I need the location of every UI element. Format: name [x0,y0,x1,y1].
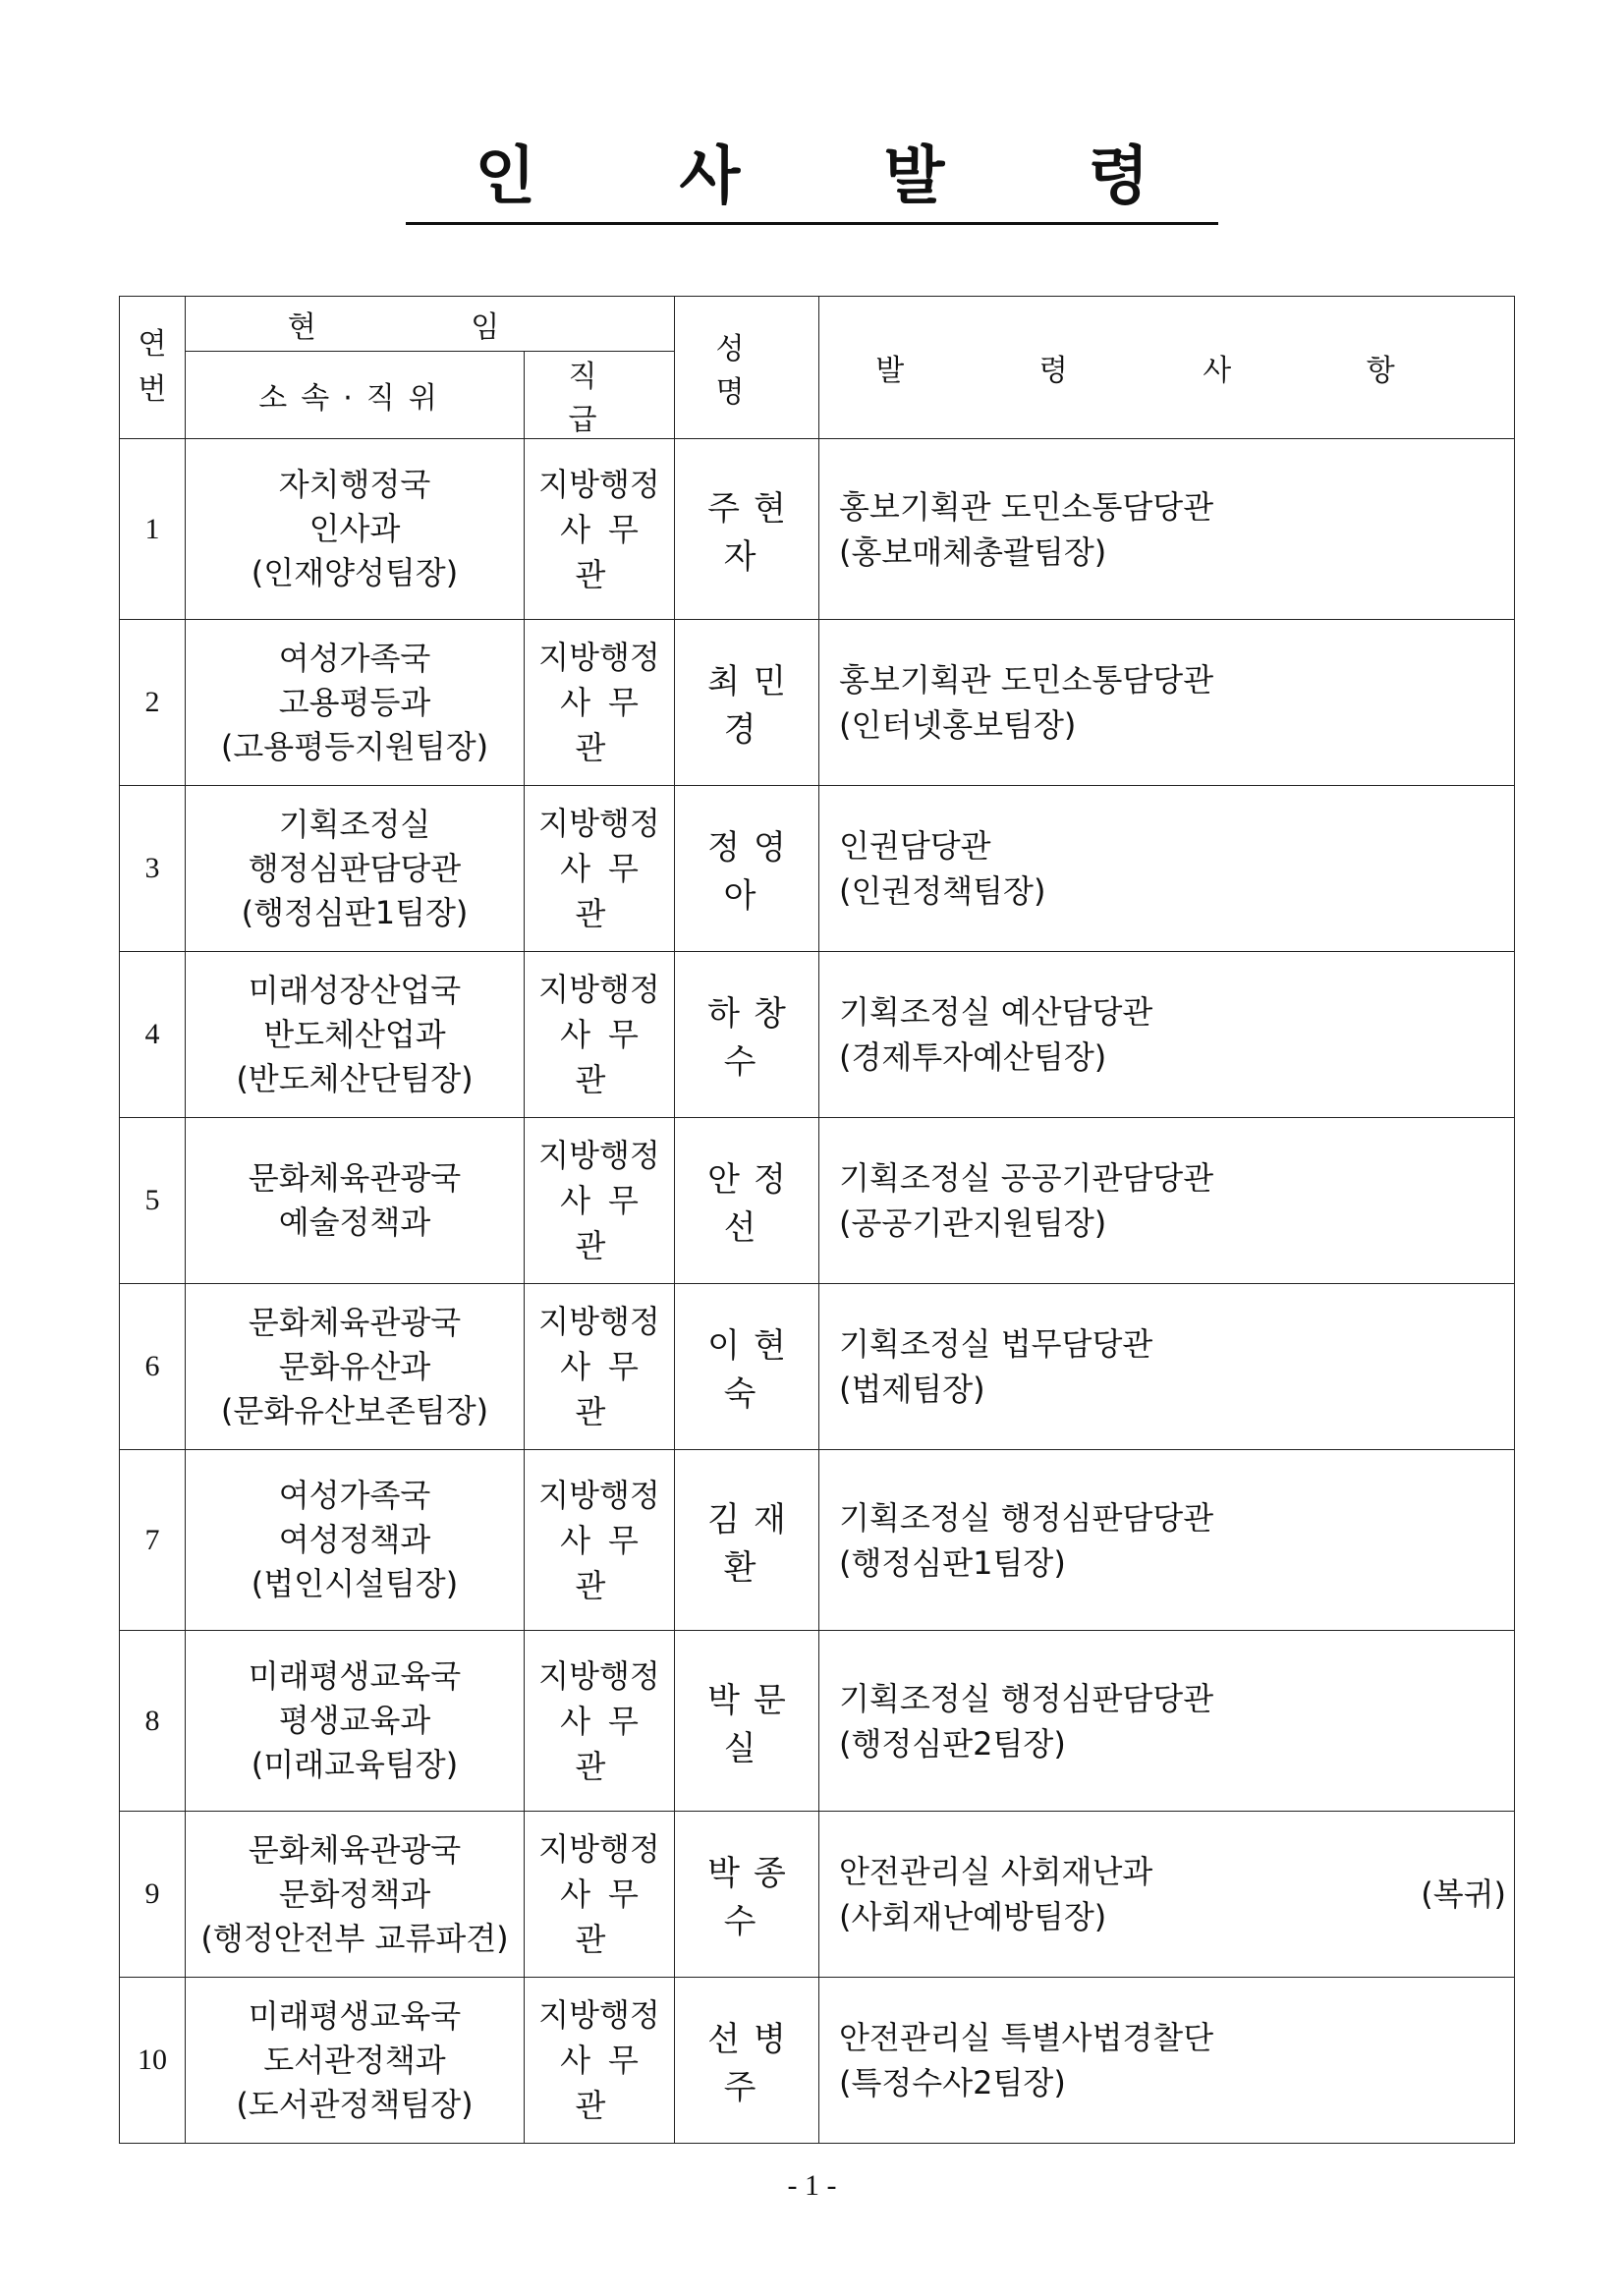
affiliation-line: 인사과 [308,510,401,547]
appointment-line: 안전관리실 특별사법경찰단 [839,2019,1214,2056]
rank-line: 사무관 [560,684,656,766]
header-affiliation-position-label: 소속·직위 [258,381,451,416]
serial-number: 8 [120,1631,186,1812]
appointment-line: 기획조정실 공공기관담당관 [839,1159,1214,1197]
serial-number: 10 [120,1978,186,2144]
rank-line: 지방행정 [538,1830,660,1868]
serial-number: 4 [120,952,186,1118]
affiliation-cell [186,786,525,952]
affiliation-line: (행정심판1팀장) [241,893,469,931]
rank-cell [525,1978,675,2144]
person-name: 안정선 [675,1118,819,1284]
appointment-cell [819,1118,1515,1284]
affiliation-line: 반도체산업과 [263,1015,446,1053]
appointment-line: 기획조정실 법무담당관 [839,1325,1153,1363]
rank-line: 사무관 [560,2042,656,2124]
header-serial-line2: 번 [138,372,167,407]
rank-cell [525,439,675,620]
table-row [120,1631,1515,1812]
rank-line: 지방행정 [538,805,660,842]
rank-line: 사무관 [560,1521,656,1604]
appointment-line: (인권정책팀장) [839,872,1046,910]
person-name: 박문실 [675,1631,819,1812]
appointment-line: 기획조정실 행정심판담당관 [839,1679,1214,1717]
appointment-cell [819,620,1515,786]
rank-line: 사무관 [560,1348,656,1430]
appointment-line: 안전관리실 사회재난과 [839,1853,1153,1890]
appointment-cell [819,1284,1515,1450]
header-rank-label: 직 급 [568,360,631,437]
affiliation-line: 행정심판담당관 [248,849,462,887]
appointment-line: 기획조정실 행정심판담당관 [839,1498,1214,1537]
affiliation-cell [186,1118,525,1284]
rank-line: 사무관 [560,1702,656,1785]
document-title [0,126,1624,225]
table-row [120,952,1515,1118]
affiliation-line: 자치행정국 [278,466,431,503]
affiliation-line: (미래교육팀장) [251,1746,459,1783]
affiliation-cell [186,620,525,786]
affiliation-line: (반도체산단팀장) [236,1059,474,1097]
appointment-line: (행정심판2팀장) [839,1724,1066,1763]
appointment-line: (사회재난예방팀장) [839,1898,1107,1935]
affiliation-line: (인재양성팀장) [251,554,459,591]
person-name: 김재환 [675,1450,819,1631]
affiliation-cell [186,439,525,620]
appointment-cell [819,1450,1515,1631]
affiliation-line: 문화체육관광국 [248,1159,462,1197]
affiliation-cell [186,952,525,1118]
serial-number: 3 [120,786,186,952]
rank-cell [525,1284,675,1450]
person-name: 선병주 [675,1978,819,2144]
appointment-line: (경제투자예산팀장) [839,1038,1107,1076]
person-name: 최민경 [675,620,819,786]
header-appointment-label: 발 령 사 항 [875,354,1458,388]
person-name: 하창수 [675,952,819,1118]
rank-line: 지방행정 [538,465,660,503]
rank-line: 지방행정 [538,639,660,676]
affiliation-line: 도서관정책과 [263,2041,446,2079]
page-number: - 1 - [787,2169,837,2202]
table-row [120,1978,1515,2144]
header-appointment [819,297,1515,439]
affiliation-cell [186,1978,525,2144]
affiliation-line: 여성가족국 [278,1477,431,1514]
header-name-label: 성 명 [715,332,778,410]
header-rank [525,352,675,439]
appointment-line: (인터넷홍보팀장) [839,706,1077,744]
affiliation-line: (고용평등지원팀장) [220,727,489,765]
serial-number: 5 [120,1118,186,1284]
table-row [120,620,1515,786]
rank-line: 사무관 [560,1182,656,1264]
table-row [120,786,1515,952]
affiliation-line: (행정안전부 교류파견) [200,1919,509,1957]
rank-cell [525,1450,675,1631]
affiliation-line: 미래평생교육국 [248,1657,462,1695]
affiliation-line: 미래평생교육국 [248,1996,462,2035]
affiliation-line: 문화체육관광국 [248,1303,462,1341]
appointment-line: 기획조정실 예산담당관 [839,993,1153,1031]
affiliation-line: 고용평등과 [278,683,431,721]
affiliation-line: 여성정책과 [278,1521,431,1558]
affiliation-line: 문화정책과 [278,1875,431,1913]
appointment-note: (복귀) [1421,1876,1506,1913]
affiliation-line: (법인시설팀장) [251,1565,459,1602]
person-name: 이현숙 [675,1284,819,1450]
appointment-line: (행정심판1팀장) [839,1543,1066,1582]
appointment-cell [819,439,1515,620]
header-name [675,297,819,439]
rank-cell [525,952,675,1118]
appointment-cell [819,952,1515,1118]
rank-line: 사무관 [560,510,656,593]
rank-cell [525,786,675,952]
table-row [120,439,1515,620]
affiliation-line: (도서관정책팀장) [236,2085,474,2123]
header-serial-line1: 연 [138,327,167,362]
affiliation-cell [186,1450,525,1631]
header-current-post-label: 현 임 [287,309,573,345]
appointment-cell [819,1978,1515,2144]
affiliation-line: 예술정책과 [278,1204,431,1241]
appointment-line: 인권담당관 [839,827,991,865]
serial-number: 7 [120,1450,186,1631]
rank-line: 지방행정 [538,1656,660,1695]
rank-line: 지방행정 [538,1996,660,2034]
rank-cell [525,1812,675,1978]
rank-line: 사무관 [560,850,656,932]
header-affiliation-position [186,352,525,439]
appointment-cell [819,1631,1515,1812]
table-row [120,1118,1515,1284]
table-row [120,1450,1515,1631]
affiliation-line: 여성가족국 [278,639,431,677]
rank-line: 사무관 [560,1876,656,1958]
appointment-table [119,296,1515,2144]
rank-line: 사무관 [560,1016,656,1098]
appointment-line: (홍보매체총괄팀장) [839,532,1107,571]
affiliation-line: 평생교육과 [278,1702,431,1739]
appointment-line: (특정수사2팀장) [839,2064,1066,2101]
header-current-post [186,297,675,352]
serial-number: 9 [120,1812,186,1978]
affiliation-cell [186,1284,525,1450]
table-row [120,1812,1515,1978]
person-name: 주현자 [675,439,819,620]
person-name: 박종수 [675,1812,819,1978]
appointment-line: (공공기관지원팀장) [839,1204,1107,1242]
rank-cell [525,620,675,786]
rank-line: 지방행정 [538,971,660,1008]
affiliation-cell [186,1812,525,1978]
serial-number: 1 [120,439,186,620]
affiliation-line: 문화유산과 [278,1347,431,1385]
affiliation-line: 기획조정실 [278,805,431,843]
serial-number: 6 [120,1284,186,1450]
appointment-line: (법제팀장) [839,1371,985,1408]
table-row [120,1284,1515,1450]
appointment-line: 홍보기획관 도민소통담당관 [839,661,1214,699]
affiliation-line: (문화유산보존팀장) [220,1391,489,1429]
serial-number: 2 [120,620,186,786]
affiliation-line: 문화체육관광국 [248,1830,462,1869]
appointment-line: 홍보기획관 도민소통담당관 [839,487,1214,526]
rank-line: 지방행정 [538,1476,660,1514]
person-name: 정영아 [675,786,819,952]
rank-cell [525,1118,675,1284]
appointment-cell [819,786,1515,952]
affiliation-line: 미래성장산업국 [248,971,462,1009]
header-serial-number [120,297,186,439]
rank-cell [525,1631,675,1812]
appointment-cell [819,1812,1515,1978]
document-title-text: 인 사 발 령 [406,126,1217,225]
affiliation-cell [186,1631,525,1812]
rank-line: 지방행정 [538,1303,660,1340]
rank-line: 지방행정 [538,1137,660,1174]
